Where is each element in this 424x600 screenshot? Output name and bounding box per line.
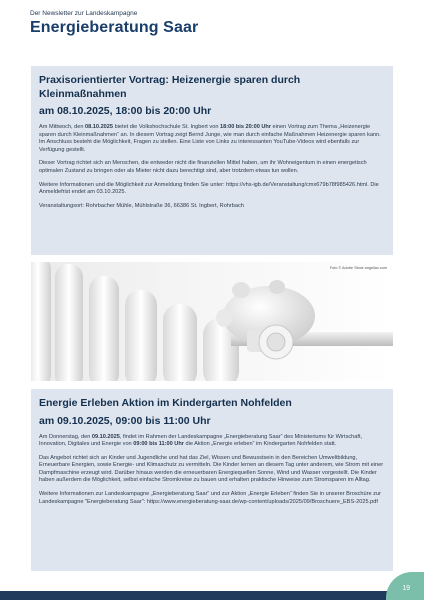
event-card-kindergarten xyxy=(31,389,393,571)
event-title: Praxisorientierter Vortrag: Heizenergie sparen durch Kleinmaßnahmen xyxy=(39,74,301,100)
event-title: Energie Erleben Aktion im Kindergarten Nohfelden xyxy=(39,397,292,409)
footer-bar xyxy=(0,591,424,600)
event-card-vortrag xyxy=(31,66,393,255)
event-paragraph: Das Angebot richtet sich an Kinder und Jugendliche und hat das Ziel, Wissen und Bewusstsein in den Bereichen Umweltbildung, Erneuerbare Energien, sowie Energie- und Klimaschutz zu vermitteln. Die Kinder lernen an diesem Tag unter anderem, wie Strom mit einer Dampfmaschine erzeugt wird. Darüber hinaus werden die erneuerbaren Energiequellen Sonne, Wind und Wasser vorgestellt. Die Kinder haben außerdem die Möglichkeit, selbst einfache Stromkreise zu bauen und erhalten praktische Hinweise zum Stromsparen im Alltag. xyxy=(39,454,384,484)
photo-credit: Foto © Adobe Stock angellax.com xyxy=(329,266,387,270)
thermostat-valve xyxy=(247,325,293,359)
newsletter-kicker: Der Newsletter zur Landeskampagne xyxy=(30,10,138,17)
event-date: am 09.10.2025, 09:00 bis 11:00 Uhr xyxy=(39,414,211,427)
radiator-fins xyxy=(31,262,239,381)
page-number: 19 xyxy=(402,585,410,592)
event-info-link[interactable]: Weitere Informationen zur Landeskampagne „Energieberatung Saar“ und zur Aktion „Energie Erleben“ finden Sie in unserer Broschüre zur Landeskampagne "Energieberatung Saar": https://www.energieberatung-saar.de/wp-content/uploads/2025/09/Broschuere_EBS-2025.pdf xyxy=(39,491,381,505)
event-paragraph: Am Mittwoch, den 08.10.2025 bietet die Volkshochschule St. Ingbert von 18:00 bis 20:00 Uhr einen Vortrag zum Thema „Heizenergie sparen durch Kleinmaßnahmen“ an. In diesem Vortrag zeigt Bernd Junge, wie man durch einfache Maßnahmen Heizenergie sparen kann. Im Anschluss besteht die Möglichkeit, Fragen zu stellen. Eine Liste von Links zu interessanten YouTube-Videos wird ebenfalls zur Verfügung gestellt. xyxy=(39,124,381,153)
event-paragraph: Am Donnerstag, den 09.10.2025, findet im Rahmen der Landeskampagne „Energieberatung Saar“ des Ministeriums für Wirtschaft, Innovation, Digitales und Energie von 09:00 bis 11:00 Uhr die Aktion „Energie erleben“ im Kindergarten Nohfelden statt. xyxy=(39,433,363,448)
page-header xyxy=(30,10,198,37)
event-paragraph: Dieser Vortrag richtet sich an Menschen, die entweder nicht die finanziellen Mittel haben, um ihr Wohneigentum in einen energetisch optimalen Zustand zu bringen oder als Mieter nicht dazu berechtigt sind, aber trotzdem etwas tun wollen. xyxy=(39,160,367,174)
event-date: am 08.10.2025, 18:00 bis 20:00 Uhr xyxy=(39,105,212,117)
event-location: Veranstaltungsort: Rohrbacher Mühle, Mühlstraße 36, 66386 St. Ingbert, Rohrbach xyxy=(39,202,244,209)
piggy-bank-radiator-photo xyxy=(31,262,393,381)
brand-title: Energieberatung Saar xyxy=(30,19,199,36)
event-info-link[interactable]: Weitere Informationen und die Möglichkeit zur Anmeldung finden Sie unter: https://vhs-igb.de/Veranstaltung/cmx679b78f985426.html. Die Anmeldefrist endet am 03.10.2025. xyxy=(39,181,379,196)
radiator-illustration xyxy=(31,262,393,381)
